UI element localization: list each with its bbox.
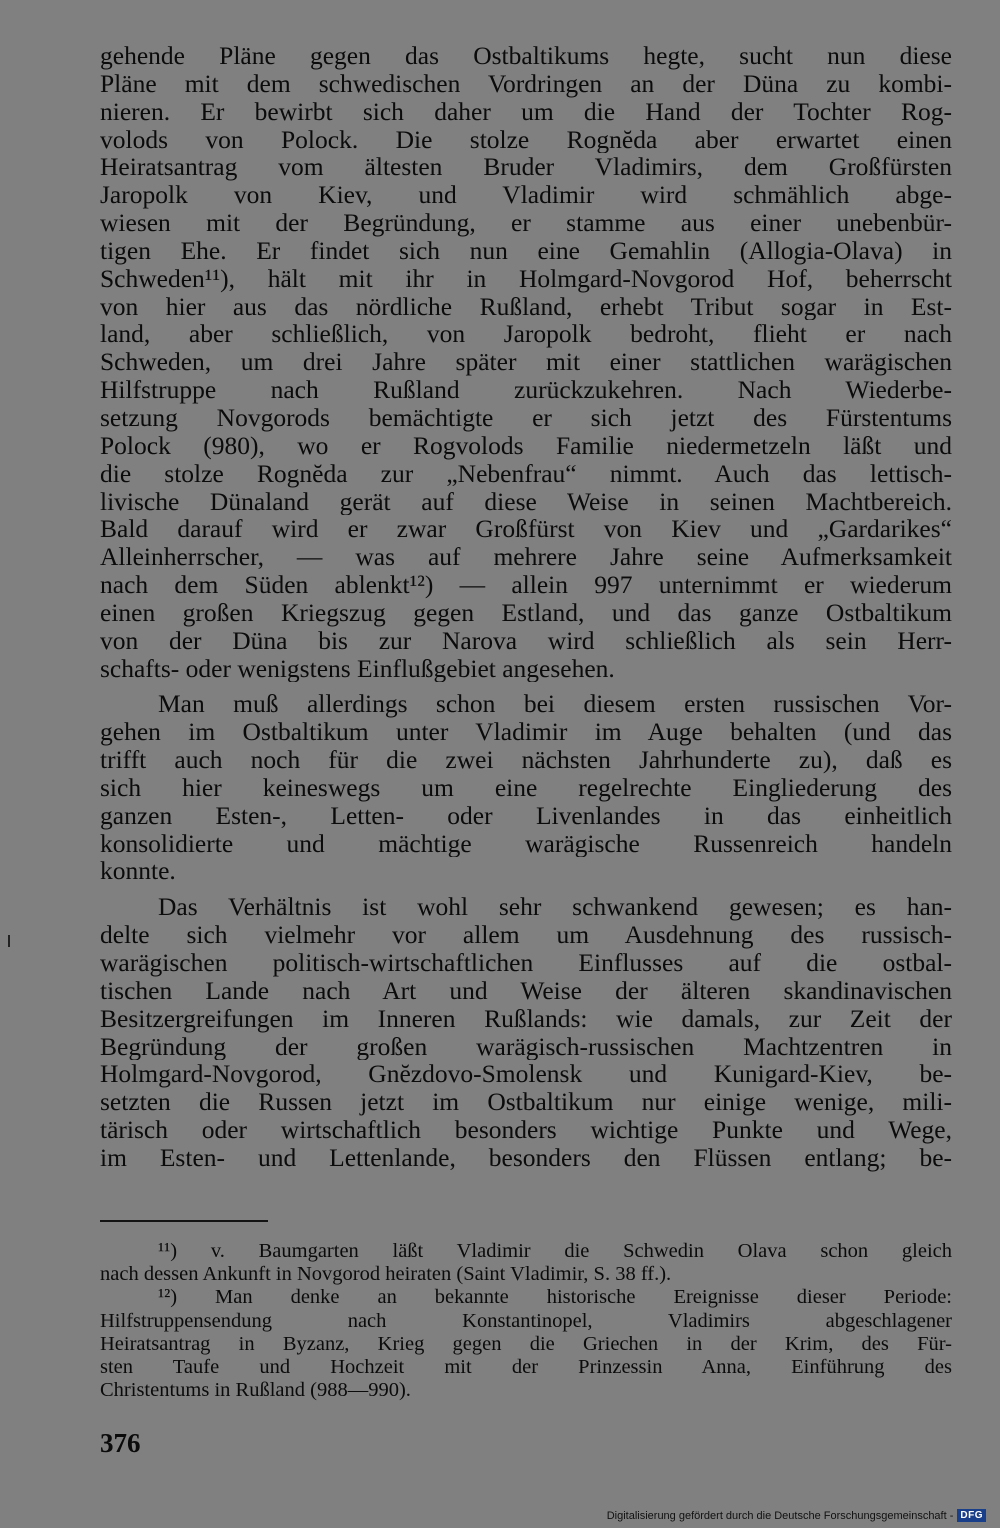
text-line: wiesen mit der Begründung, er stamme aus einer unebenbür- — [100, 209, 952, 237]
text-line: Schweden, um drei Jahre später mit einer stattlichen warägischen — [100, 348, 952, 377]
text-line: von hier aus das nördliche Rußland, erhebt Tribut sogar in Est- — [100, 292, 952, 321]
digitization-footer — [607, 1509, 986, 1522]
text-line: gehende Pläne gegen das Ostbaltikums hegte, sucht nun diese — [100, 42, 952, 70]
text-line: gehen im Ostbaltikum unter Vladimir im Auge behalten (und das — [100, 718, 952, 747]
text-line: die stolze Rognĕda zur „Nebenfrau“ nimmt. Auch das lettisch- — [100, 459, 952, 488]
text-line: land, aber schließlich, von Jaropolk bedroht, flieht er nach — [100, 320, 952, 349]
text-line: Heiratsantrag vom ältesten Bruder Vladimirs, dem Großfürsten — [100, 153, 952, 182]
text-line: Besitzergreifungen im Inneren Rußlands: wie damals, zur Zeit der — [100, 1004, 952, 1033]
text-line: einen großen Kriegszug gegen Estland, und das ganze Ostbaltikum — [100, 598, 952, 627]
margin-mark — [8, 935, 10, 947]
paragraph-gap — [100, 682, 952, 690]
text-line: livische Dünaland gerät auf diese Weise in seinen Machtbereich. — [100, 487, 952, 516]
paragraph-2 — [100, 690, 952, 885]
text-line: Holmgard-Novgorod, Gnĕzdovo-Smolensk und Kunigard-Kiev, be- — [100, 1060, 952, 1089]
text-line: Schweden¹¹), hält mit ihr in Holmgard-Novgorod Hof, beherrscht — [100, 264, 952, 293]
text-line: setzten die Russen jetzt im Ostbaltikum nur einige wenige, mili- — [100, 1088, 952, 1117]
dfg-logo-icon: DFG — [957, 1509, 986, 1522]
footnote-separator — [100, 1220, 268, 1222]
footnote-line: Heiratsantrag in Byzanz, Krieg gegen die Griechen in der Krim, des Für- — [100, 1332, 952, 1355]
text-line: Alleinherrscher, — was auf mehrere Jahre seine Aufmerksamkeit — [100, 543, 952, 572]
text-line: volods von Polock. Die stolze Rognĕda aber erwartet einen — [100, 125, 952, 154]
text-line: Polock (980), wo er Rogvolods Familie niedermetzeln läßt und — [100, 431, 952, 460]
page-number: 376 — [100, 1428, 141, 1458]
footnote-line: ¹²) Man denke an bekannte historische Ereignisse dieser Periode: — [158, 1286, 952, 1309]
text-line: delte sich vielmehr vor allem um Ausdehnung des russisch- — [100, 921, 952, 949]
text-line: nieren. Er bewirbt sich daher um die Hand der Tochter Rog- — [100, 97, 952, 126]
footnotes — [100, 1240, 952, 1402]
footnote-line: Hilfstruppensendung nach Konstantinopel, Vladimirs abgeschlagener — [100, 1309, 952, 1332]
text-line: warägischen politisch-wirtschaftlichen Einflusses auf die ostbal- — [100, 949, 952, 977]
main-text — [100, 42, 952, 1172]
text-line: sich hier keineswegs um eine regelrechte Eingliederung des — [100, 773, 952, 802]
text-line: setzung Novgorods bemächtigte er sich jetzt des Fürstentums — [100, 403, 952, 432]
text-line: Jaropolk von Kiev, und Vladimir wird schmählich abge- — [100, 181, 952, 210]
text-line: Das Verhältnis ist wohl sehr schwankend gewesen; es han- — [158, 893, 952, 922]
text-line: schafts- oder wenigstens Einflußgebiet angesehen. — [100, 654, 615, 683]
footnote-line: sten Taufe und Hochzeit mit der Prinzessin Anna, Einführung des — [100, 1355, 952, 1378]
text-line: tischen Lande nach Art und Weise der älteren skandinavischen — [100, 976, 952, 1005]
footnote-line: ¹¹) v. Baumgarten läßt Vladimir die Schwedin Olava schon gleich — [158, 1240, 952, 1262]
text-line: Pläne mit dem schwedischen Vordringen an der Düna zu kombi- — [100, 69, 952, 98]
text-line: Hilfstruppe nach Rußland zurückzukehren. Nach Wiederbe- — [100, 376, 952, 404]
text-line: konsolidierte und mächtige warägische Russenreich handeln — [100, 829, 952, 858]
footnote-line: Christentums in Rußland (988—990). — [100, 1379, 411, 1402]
paragraph-3 — [100, 893, 952, 1171]
text-line: trifft auch noch für die zwei nächsten Jahrhunderte zu), daß es — [100, 746, 952, 774]
text-line: ganzen Esten-, Letten- oder Livenlandes in das einheitlich — [100, 801, 952, 830]
text-line: Man muß allerdings schon bei diesem ersten russischen Vor- — [158, 690, 952, 719]
text-line: Bald darauf wird er zwar Großfürst von Kiev und „Gardarikes“ — [100, 515, 952, 544]
paragraph-1 — [100, 42, 952, 682]
text-line: tigen Ehe. Er findet sich nun eine Gemahlin (Allogia-Olava) in — [100, 236, 952, 265]
text-line: Begründung der großen warägisch-russischen Machtzentren in — [100, 1032, 952, 1061]
text-line: von der Düna bis zur Narova wird schließlich als sein Herr- — [100, 626, 952, 655]
text-line: tärisch oder wirtschaftlich besonders wichtige Punkte und Wege, — [100, 1116, 952, 1144]
footnote-line: nach dessen Ankunft in Novgorod heiraten (Saint Vladimir, S. 38 ff.). — [100, 1263, 672, 1286]
text-line: im Esten- und Lettenlande, besonders den Flüssen entlang; be- — [100, 1143, 952, 1172]
paragraph-gap — [100, 885, 952, 893]
footer-text: Digitalisierung gefördert durch die Deutsche Forschungsgemeinschaft - — [606, 1509, 954, 1522]
text-line: nach dem Süden ablenkt¹²) — allein 997 unternimmt er wiederum — [100, 571, 952, 599]
text-line: konnte. — [100, 857, 176, 886]
